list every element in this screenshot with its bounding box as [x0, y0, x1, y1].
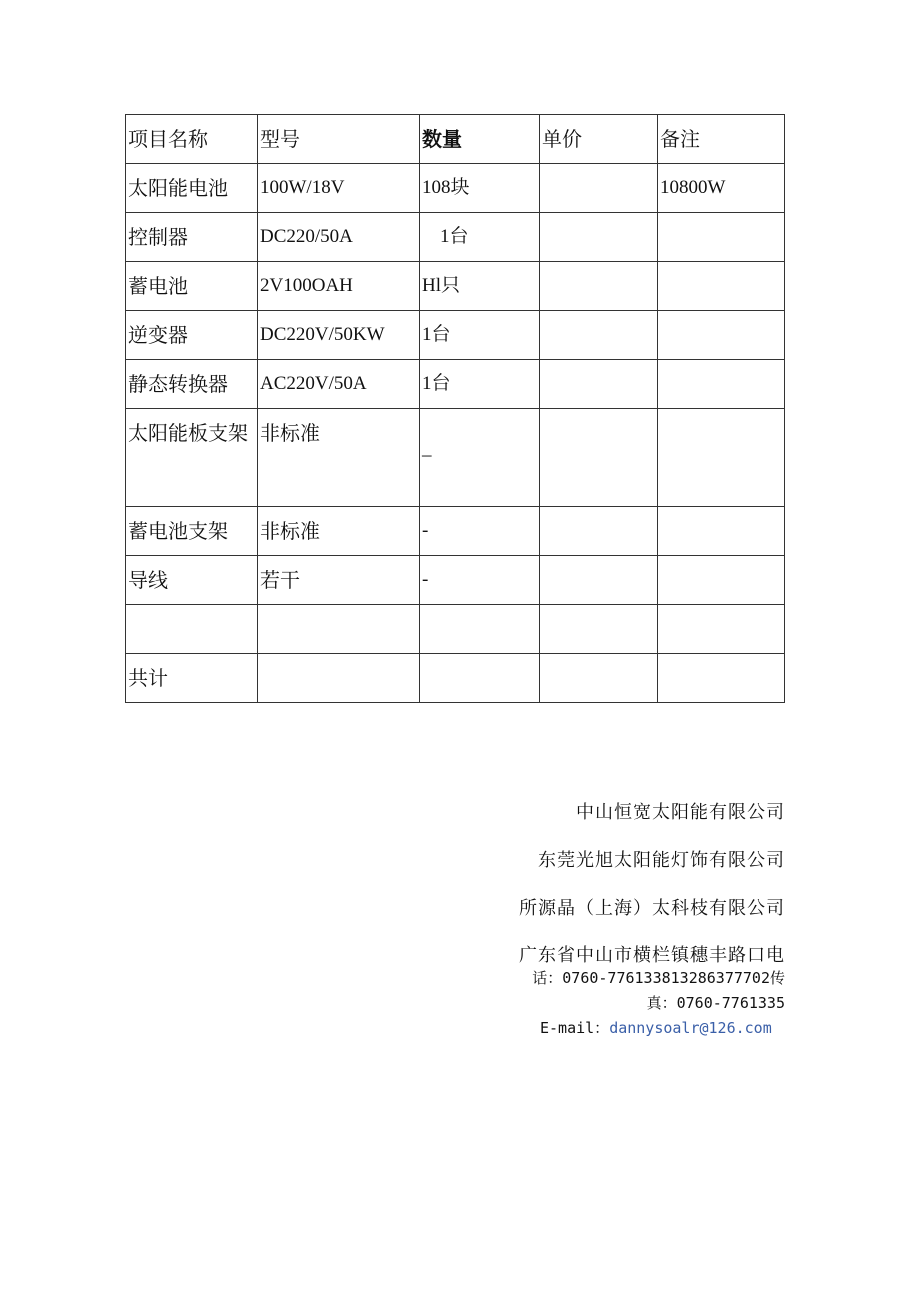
- cell-model: [258, 654, 420, 703]
- cell-quantity: -: [420, 507, 540, 556]
- company-name-1: 中山恒宽太阳能有限公司: [576, 802, 785, 823]
- table-row: [126, 164, 785, 213]
- cell-model: 非标准: [258, 507, 420, 556]
- table-row: [126, 507, 785, 556]
- cell-unit-price: [540, 507, 658, 556]
- cell-quantity: 1台: [420, 213, 540, 262]
- cell-quantity: 108块: [420, 164, 540, 213]
- header-item-name: 项目名称: [126, 115, 258, 164]
- address-line: 广东省中山市横栏镇穗丰路口电: [519, 945, 785, 966]
- table-row: [126, 311, 785, 360]
- cell-remarks: [658, 360, 785, 409]
- table-row: [126, 654, 785, 703]
- cell-quantity: [420, 654, 540, 703]
- cell-item-name: 逆变器: [126, 311, 258, 360]
- cell-unit-price: [540, 262, 658, 311]
- cell-model: DC220/50A: [258, 213, 420, 262]
- header-unit-price: 单价: [540, 115, 658, 164]
- cell-item-name: [126, 605, 258, 654]
- table-row: [126, 262, 785, 311]
- cell-item-name: 蓄电池支架: [126, 507, 258, 556]
- company-name-2: 东莞光旭太阳能灯饰有限公司: [538, 850, 785, 871]
- table-header-row: [126, 115, 785, 164]
- cell-remarks: 10800W: [658, 164, 785, 213]
- cell-model: AC220V/50A: [258, 360, 420, 409]
- cell-remarks: [658, 605, 785, 654]
- table-row: [126, 605, 785, 654]
- header-remarks: 备注: [658, 115, 785, 164]
- cell-remarks: [658, 262, 785, 311]
- cell-model: [258, 605, 420, 654]
- cell-unit-price: [540, 409, 658, 507]
- cell-model: 2V100OAH: [258, 262, 420, 311]
- cell-quantity: _: [420, 409, 540, 507]
- cell-unit-price: [540, 605, 658, 654]
- cell-item-name: 蓄电池: [126, 262, 258, 311]
- phone-line: 话：0760-776133813286377702传: [532, 969, 785, 987]
- cell-remarks: [658, 311, 785, 360]
- cell-unit-price: [540, 556, 658, 605]
- cell-quantity: Hl只: [420, 262, 540, 311]
- cell-remarks: [658, 654, 785, 703]
- cell-remarks: [658, 556, 785, 605]
- table-row: [126, 360, 785, 409]
- header-model: 型号: [258, 115, 420, 164]
- company-name-3: 所源晶（上海）太科枝有限公司: [519, 898, 785, 919]
- cell-item-name: 太阳能电池: [126, 164, 258, 213]
- cell-unit-price: [540, 360, 658, 409]
- fax-line: 真：0760-7761335: [646, 994, 785, 1012]
- cell-model: DC220V/50KW: [258, 311, 420, 360]
- cell-item-name: 静态转换器: [126, 360, 258, 409]
- header-quantity: 数量: [420, 115, 540, 164]
- cell-quantity: 1台: [420, 311, 540, 360]
- cell-quantity: [420, 605, 540, 654]
- email-link[interactable]: dannysoalr@126.com: [609, 1019, 772, 1037]
- cell-item-name: 导线: [126, 556, 258, 605]
- cell-remarks: [658, 507, 785, 556]
- cell-model: 非标准: [258, 409, 420, 507]
- table-row: [126, 556, 785, 605]
- cell-model: 100W/18V: [258, 164, 420, 213]
- cell-unit-price: [540, 654, 658, 703]
- table-row: [126, 213, 785, 262]
- cell-remarks: [658, 409, 785, 507]
- cell-remarks: [658, 213, 785, 262]
- cell-item-name: 太阳能板支架: [126, 409, 258, 507]
- email-line: [540, 1017, 772, 1038]
- equipment-table: [125, 114, 785, 703]
- cell-unit-price: [540, 213, 658, 262]
- cell-unit-price: [540, 311, 658, 360]
- email-label: E-mail：: [540, 1019, 610, 1037]
- cell-unit-price: [540, 164, 658, 213]
- table-row: [126, 409, 785, 507]
- cell-item-name: 控制器: [126, 213, 258, 262]
- cell-quantity: -: [420, 556, 540, 605]
- cell-item-name: 共计: [126, 654, 258, 703]
- cell-quantity: 1台: [420, 360, 540, 409]
- cell-model: 若干: [258, 556, 420, 605]
